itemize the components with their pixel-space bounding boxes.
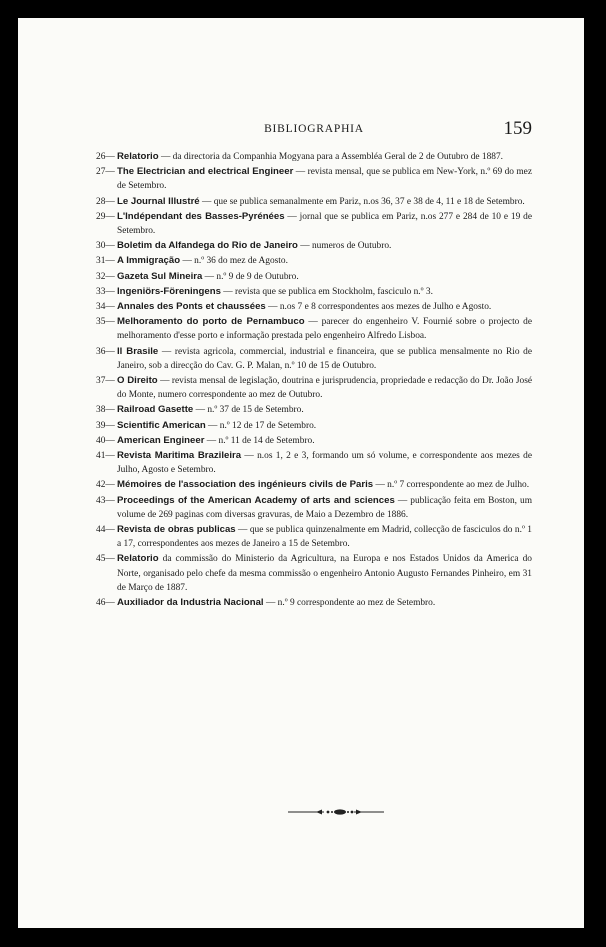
page-header — [96, 118, 532, 144]
entry-title: Relatorio — [117, 553, 159, 565]
bibliography-entry — [96, 210, 532, 238]
entry-number: 29— — [96, 211, 115, 222]
running-title: BIBLIOGRAPHIA — [264, 123, 364, 135]
entry-title: The Electrician and electrical Engineer — [117, 166, 294, 178]
entry-number: 32— — [96, 271, 115, 282]
entry-description: — publicação feita em Boston, um volume de 269 paginas com diversas gravuras, de Maio a Dezembro de 1886. — [117, 495, 532, 520]
entry-title: Annales des Ponts et chaussées — [117, 301, 266, 313]
entry-number: 46— — [96, 598, 115, 609]
entry-title: Revista de obras publicas — [117, 524, 236, 536]
bibliography-entry — [96, 596, 532, 610]
entry-number: 37— — [96, 376, 115, 387]
entry-title: Revista Maritima Brazileira — [117, 450, 242, 462]
bibliography-entry — [96, 374, 532, 402]
entry-description: — numeros de Outubro. — [297, 241, 392, 252]
entry-title: A Immigração — [117, 255, 181, 267]
entry-description: — n.os 7 e 8 correspondentes aos mezes de Julho e Agosto. — [265, 302, 492, 313]
entry-title: L'Indépendant des Basses-Pyrénées — [117, 210, 285, 222]
entry-number: 33— — [96, 286, 115, 297]
bibliography-entry — [96, 165, 532, 193]
entry-number: 31— — [96, 256, 115, 267]
bibliography-list — [96, 150, 532, 611]
entry-number: 28— — [96, 196, 115, 207]
entry-number: 43— — [96, 495, 115, 506]
entry-title: Ingeniörs-Föreningens — [117, 285, 221, 297]
entry-description: — n.º 37 de 15 de Setembro. — [193, 405, 304, 416]
entry-title: Scientific American — [117, 419, 206, 431]
bibliography-entry — [96, 285, 532, 299]
entry-description: — revista mensal de legislação, doutrina e jurisprudencia, propriedade e redacção do Dr. João José do Monte, numero correspondente ao mez de Outubro. — [117, 376, 533, 401]
page-number: 159 — [503, 118, 532, 139]
entry-description: — n.os 1, 2 e 3, formando um só volume, e correspondente aos mezes de Julho, Agosto e Setembro. — [117, 451, 532, 476]
entry-description: — jornal que se publica em Pariz, n.os 277 e 284 de 10 e 19 de Setembro. — [117, 211, 532, 237]
entry-description: da commissão do Ministerio da Agricultura, na Europa e nos Estados Unidos da America do Norte, organisado pelo chefe da mesma commissão o engenheiro Antonio Augusto Fernandes Pinheiro, em 31 de Março de 1887. — [117, 554, 532, 593]
entry-description: — revista que se publica em Stockholm, fasciculo n.º 3. — [220, 286, 433, 297]
bibliography-entry — [96, 494, 532, 522]
entry-title: American Engineer — [117, 434, 205, 446]
bibliography-entry — [96, 552, 532, 595]
entry-title: Relatorio — [117, 151, 159, 162]
entry-number: 39— — [96, 420, 115, 431]
entry-title: Gazeta Sul Mineira — [117, 270, 203, 282]
entry-title: Proceedings of the American Academy of arts and sciences — [117, 494, 395, 506]
bibliography-entry — [96, 449, 532, 477]
bibliography-entry — [96, 478, 532, 492]
entry-number: 26— — [96, 152, 115, 162]
entry-description: — n.º 11 de 14 de Setembro. — [204, 435, 315, 446]
entry-title: Mémoires de l'association des ingénieurs civils de Paris — [117, 479, 374, 491]
entry-description: — da directoria da Companhia Mogyana para a Assembléa Geral de 2 de Outubro de 1887. — [158, 152, 504, 162]
entry-description: — revista agricola, commercial, industrial e financeira, que se publica mensalmente no Rio de Janeiro, sob a direcção do Cav. G. P. Malan, n.º 10 de 15 de Outubro. — [117, 346, 532, 371]
entry-number: 42— — [96, 480, 115, 491]
bibliography-entry — [96, 270, 532, 284]
bibliography-entry — [96, 239, 532, 253]
entry-title: Boletim da Alfandega do Rio de Janeiro — [117, 240, 298, 252]
entry-description: — n.º 9 de 9 de Outubro. — [202, 271, 299, 282]
entry-description: — n.º 36 do mez de Agosto. — [180, 256, 288, 267]
book-page — [18, 18, 584, 928]
entry-title: Melhoramento do porto de Pernambuco — [117, 316, 305, 328]
entry-number: 36— — [96, 346, 115, 357]
entry-title: Auxiliador da Industria Nacional — [117, 597, 264, 609]
entry-description: — n.º 12 de 17 de Setembro. — [205, 420, 317, 431]
bibliography-entry — [96, 434, 532, 448]
entry-description: — que se publica quinzenalmente em Madrid, collecção de fasciculos do n.º 1 a 17, correspondentes aos mezes de Janeiro a 15 de Setembro. — [117, 525, 532, 550]
entry-title: Railroad Gasette — [117, 404, 194, 416]
entry-number: 40— — [96, 435, 115, 446]
bibliography-entry — [96, 150, 532, 164]
entry-title: Le Journal Illustré — [117, 195, 200, 207]
bibliography-entry — [96, 315, 532, 343]
bibliography-entry — [96, 254, 532, 268]
bibliography-entry — [96, 195, 532, 209]
entry-number: 34— — [96, 302, 115, 313]
bibliography-entry — [96, 345, 532, 373]
entry-number: 44— — [96, 525, 115, 536]
bibliography-entry — [96, 403, 532, 417]
bibliography-entry — [96, 523, 532, 551]
bibliography-entry — [96, 419, 532, 433]
entry-number: 27— — [96, 167, 115, 178]
entry-number: 35— — [96, 317, 115, 328]
entry-number: 38— — [96, 405, 115, 416]
entry-description: — n.º 9 correspondente ao mez de Setembro. — [263, 598, 436, 609]
entry-title: Il Brasile — [117, 345, 159, 357]
entry-title: O Direito — [117, 375, 158, 387]
tailpiece-ornament-icon — [288, 806, 384, 818]
entry-number: 45— — [96, 554, 115, 565]
entry-number: 41— — [96, 451, 115, 462]
bibliography-entry — [96, 300, 532, 314]
entry-description: — parecer do engenheiro V. Fournié sobre o projecto de melhoramento d'esse porto e informação prestada pelo engenheiro Alfredo Lisboa. — [117, 317, 533, 342]
entry-description: — n.º 7 correspondente ao mez de Julho. — [373, 480, 530, 491]
entry-number: 30— — [96, 241, 115, 252]
entry-description: — que se publica semanalmente em Pariz, n.os 36, 37 e 38 de 4, 11 e 18 de Setembro. — [199, 196, 525, 207]
entry-description: — revista mensal, que se publica em New-York, n.º 69 do mez de Setembro. — [117, 167, 533, 192]
